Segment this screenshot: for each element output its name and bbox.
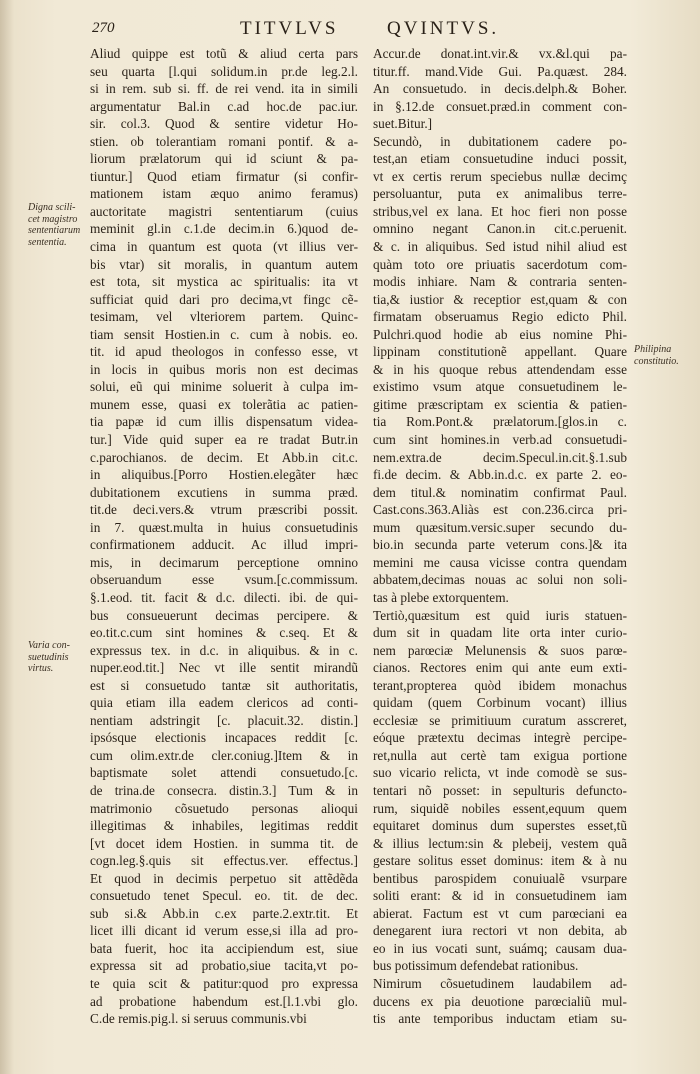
text-line: Pulchri.quod hodie ab eius nomine Phi- xyxy=(373,326,627,342)
left-text-column xyxy=(90,45,358,1028)
text-line: nentiam adstringit [c. placuit.32. distin.] xyxy=(90,712,358,728)
text-line: & in his quoque rebus attendendam esse xyxy=(373,361,627,377)
text-line: modis inhiare. Nam & contraria senten- xyxy=(373,274,627,290)
text-line: tia papæ id cum illis dispensatum videa- xyxy=(90,414,358,430)
text-line: stien. ob tolerantiam romani pontif. & a- xyxy=(90,133,358,149)
page-header xyxy=(0,18,700,42)
text-line: in locis in quibus moris non est decimas xyxy=(90,361,358,377)
text-line: eo.tit.c.cum sint homines & c.seq. Et & xyxy=(90,625,358,641)
text-line: quàm toto ore priuatis sacerdotum com- xyxy=(373,256,627,272)
text-line: nem.extra.de decim.Specul.in.cit.§.1.sub xyxy=(373,449,627,465)
margin-note-line: constitutio. xyxy=(634,355,679,367)
text-line: & c. in aliquibus. Sed istud nihil aliud est xyxy=(373,239,627,255)
text-line: auctoritate magistri sententiarum (cuius xyxy=(90,203,358,219)
text-line: abierat. Factum est vt cum parœciani ea xyxy=(373,905,627,921)
text-line: [vt docet idem Hostien. in summa tit. de xyxy=(90,835,358,851)
margin-note-digna-sententia xyxy=(28,202,90,248)
text-line: illegitimas & inhabiles, legitimas reddit xyxy=(90,818,358,834)
text-line: bus consueuerunt decimas percipere. & xyxy=(90,607,358,623)
text-line: suo vicario relicta, vt inde comodè se sus- xyxy=(373,765,627,781)
text-line: Nimirum cõsuetudinem laudabilem ad- xyxy=(373,975,627,991)
text-line: tiam sensit Hostien.in c. cum à nobis. eo. xyxy=(90,326,358,342)
text-line: soliti erant: & id in consuetudinem iam xyxy=(373,888,627,904)
text-line: memini me causa vicisse contra quendam xyxy=(373,554,627,570)
text-line: argumentatur Bal.in c.ad hoc.de pac.iur. xyxy=(90,98,358,114)
text-line: in aliquibus.[Porro Hostien.elegãter hæc xyxy=(90,467,358,483)
text-line: tia,& iustior & receptior est,quam & con xyxy=(373,291,627,307)
text-line: in §.12.de consuet.præd.in comment con- xyxy=(373,98,627,114)
text-line: sufficiat quid dari pro decima,vt fingc cẽ- xyxy=(90,291,358,307)
text-line: cima in quantum est quota (vt illius ver- xyxy=(90,239,358,255)
text-line: cum sint homines.in verb.ad consuetudi- xyxy=(373,432,627,448)
text-line: equitaret dominus dum superstes esset,tũ xyxy=(373,818,627,834)
text-line: Tertiò,quæsitum est quid iuris statuen- xyxy=(373,607,627,623)
text-line: de trina.de consecra. distin.3.] Tum & in xyxy=(90,782,358,798)
margin-note-line: Varia con- xyxy=(28,640,70,651)
text-line: expressa sit ad probatio,siue tacita,vt po- xyxy=(90,958,358,974)
text-line: fi.de decim. & Abb.in.d.c. ex parte 2. eo- xyxy=(373,467,627,483)
text-line: in 7. quæst.multa in huius consuetudinis xyxy=(90,519,358,535)
text-line: eo in ius vocati sunt, suámq; causam dua- xyxy=(373,940,627,956)
text-line: tas à plebe extorquentem. xyxy=(373,589,509,605)
text-line: cum olim.extr.de cler.coniug.]Item & in xyxy=(90,747,358,763)
text-line: Aliud quippe est totũ & aliud certa pars xyxy=(90,46,358,61)
text-line: bis vtar) sit moralis, in quantum autem xyxy=(90,256,358,272)
text-line: ad probatione habendum est.[l.1.vbi glo. xyxy=(90,993,358,1009)
text-line: ecclesiæ se primitiuum curatum asscreret, xyxy=(373,712,627,728)
text-line: gestare solitus esset dominus: item & à nu xyxy=(373,853,627,869)
text-line: mum quæsitum.versic.super secundo du- xyxy=(373,519,627,535)
text-line: bio.in secunda parte veterum cons.]& ita xyxy=(373,537,627,553)
text-line: vt ex certis rerum speciebus nullæ decimç xyxy=(373,168,627,184)
text-line: dum sit in quadam lite orta inter curio- xyxy=(373,625,627,641)
margin-note-philipina-constitutio xyxy=(634,344,698,367)
text-line: ducens ex pia deuotione parœcialiũ mul- xyxy=(373,993,627,1009)
text-line: C.de remis.pig.l. si seruus communis.vbi xyxy=(90,1011,307,1027)
text-line: consuetudo tenet Specul. eo. tit. de dec. xyxy=(90,888,358,904)
text-line: tur.] Vide quid super ea re tradat Butr.in xyxy=(90,432,358,448)
margin-note-line: sententia. xyxy=(28,236,67,248)
text-line: stribus,vel ex lana. Et hoc fieri non posse xyxy=(373,203,627,219)
text-line: baptismate solet attendi consuetudo.[c. xyxy=(90,765,358,781)
text-line: ret,nulla aut certè tam exigua portione xyxy=(373,747,627,763)
text-line: tit. id apud theologos in confesso esse, vt xyxy=(90,344,358,360)
text-line: meminit gl.in c.1.de decim.in 6.)quod de- xyxy=(90,221,358,237)
text-line: Et quod in decimis perpetuo sit attẽdẽda xyxy=(90,870,358,886)
text-line: sub si.& Abb.in c.ex parte.2.extr.tit. Et xyxy=(90,905,358,921)
text-line: tis ante temporibus inductam etiam su- xyxy=(373,1011,627,1027)
text-line: confirmationem adducit. Ac illud impri- xyxy=(90,537,358,553)
running-head-left: TITVLVS xyxy=(240,18,339,39)
text-line: solui, eũ qui minime soluerit à culpa im- xyxy=(90,379,358,395)
text-line: rum, siquidẽ nobiles essent,equum quem xyxy=(373,800,627,816)
text-line: bus potissimum defendebat rationibus. xyxy=(373,958,579,974)
text-line: te quia scit & patitur:quod pro expressa xyxy=(90,975,358,991)
folio-number: 270 xyxy=(92,20,115,36)
text-line: si in rem. sub si. ff. de rei vend. ita in simili xyxy=(90,81,358,97)
margin-note-line: suetudinis xyxy=(28,651,69,663)
text-line: & illius lectum:sin & plebeij, vestem quã xyxy=(373,835,627,851)
text-line: existimo vsum atque consuetudinem le- xyxy=(373,379,627,395)
text-line: quia etiam illa eadem clericos ad conti- xyxy=(90,695,358,711)
text-line: cianos. Rectores enim qui ante eum exti- xyxy=(373,660,627,676)
text-line: suet.Bitur.] xyxy=(373,116,433,132)
text-line: cogn.leg.§.quis sit effectus.ver. effectus.] xyxy=(90,853,358,869)
text-line: eóque prætextu decimas integrè percipe- xyxy=(373,730,627,746)
text-line: est si consuetudo tantæ sit authoritatis, xyxy=(90,677,358,693)
text-line: bentibus parospidem conuiualẽ vsurpare xyxy=(373,870,627,886)
text-line: matrimonio cõsuetudo personas alioqui xyxy=(90,800,358,816)
text-line: titur.ff. mand.Vide Gui. Pa.quæst. 284. xyxy=(373,63,627,79)
text-line: ipsósque electionis incapaces reddit [c. xyxy=(90,730,358,746)
text-line: bata fuerit, hoc ita accipiendum est, siue xyxy=(90,940,358,956)
text-line: Accur.de donat.int.vir.& vx.&l.qui pa- xyxy=(373,46,627,61)
text-line: munem esse, quasi ex tolerãtia ac patien- xyxy=(90,396,358,412)
text-line: obseruandum esse vsum.[c.commissum. xyxy=(90,572,358,588)
margin-note-line: Digna scili- xyxy=(28,202,76,213)
text-line: Cast.cons.363.Aliàs est con.236.circa pri- xyxy=(373,502,627,518)
text-line: dubitationem excutiens in summa præd. xyxy=(90,484,358,500)
margin-note-line: cet magistro xyxy=(28,213,78,225)
text-line: liorum prælatorum qui id sciunt & pa- xyxy=(90,151,358,167)
text-line: mis, in decimarum perceptione omnino xyxy=(90,554,358,570)
text-line: gitime præscriptam ex scientia & patien- xyxy=(373,396,627,412)
text-line: quidam (quem Corbinum vocant) illius xyxy=(373,695,627,711)
text-line: dem titul.& nominatim confirmat Paul. xyxy=(373,484,627,500)
text-line: nuper.eod.tit.] Nec vt ille sentit mirandũ xyxy=(90,660,358,676)
right-text-column xyxy=(373,45,627,1028)
text-line: test,an etiam consuetudine induci possit, xyxy=(373,151,627,167)
text-line: mationem istam æquo animo feramus) xyxy=(90,186,358,202)
text-line: tit.de deci.vers.& vtrum præscribi possit. xyxy=(90,502,358,518)
text-line: tentari nõ posset: in sepulturis defuncto- xyxy=(373,782,627,798)
margin-note-line: sententiarum xyxy=(28,225,81,236)
margin-note-varia-consuetudinis xyxy=(28,640,88,675)
text-line: c.parochianos. de decim. Et Abb.in cit.c. xyxy=(90,449,358,465)
text-line: sir. col.3. Quod & sentire videtur Ho- xyxy=(90,116,358,132)
text-line: persoluantur, puta ex animalibus terre- xyxy=(373,186,627,202)
text-line: §.1.eod. tit. facit & d.c. dilecti. ibi. de qui- xyxy=(90,589,358,605)
margin-note-line: virtus. xyxy=(28,663,54,674)
text-line: lippinam constitutionẽ appellant. Quare xyxy=(373,344,627,360)
text-line: tia Rom.Pont.& prælatorum.[glos.in c. xyxy=(373,414,627,430)
running-head-right: QVINTVS. xyxy=(387,18,500,39)
text-line: tiuntur.] Quod etiam firmatur (si confir- xyxy=(90,168,358,184)
text-line: abbatem,decimas nouas ac solui non soli- xyxy=(373,572,627,588)
text-line: omnino negant Canon.in cit.c.peruenit. xyxy=(373,221,627,237)
gutter-shadow xyxy=(0,0,14,1074)
text-line: seu quarta [l.qui solidum.in pr.de leg.2.l. xyxy=(90,63,358,79)
text-line: denegarent iura rectori vt non debita, ab xyxy=(373,923,627,939)
text-line: An consuetudo. in decis.delph.& Boher. xyxy=(373,81,627,97)
text-line: Secundò, in dubitationem cadere po- xyxy=(373,133,627,149)
text-line: nem parœciæ Melunensis & suos parœ- xyxy=(373,642,627,658)
text-line: licet illi dicant id verum esse,si illa ad pro- xyxy=(90,923,358,939)
text-line: tesimam, vel vlteriorem partem. Quinc- xyxy=(90,309,358,325)
text-line: firmatam obseruamus Regio edicto Phil. xyxy=(373,309,627,325)
text-line: terant,propterea quòd ibidem monachus xyxy=(373,677,627,693)
text-line: expressus tex. in d.c. in aliquibus. & in c. xyxy=(90,642,358,658)
margin-note-line: Philipina xyxy=(634,344,672,355)
text-line: est tota, sit mystica ac spiritualis: ita vt xyxy=(90,274,358,290)
